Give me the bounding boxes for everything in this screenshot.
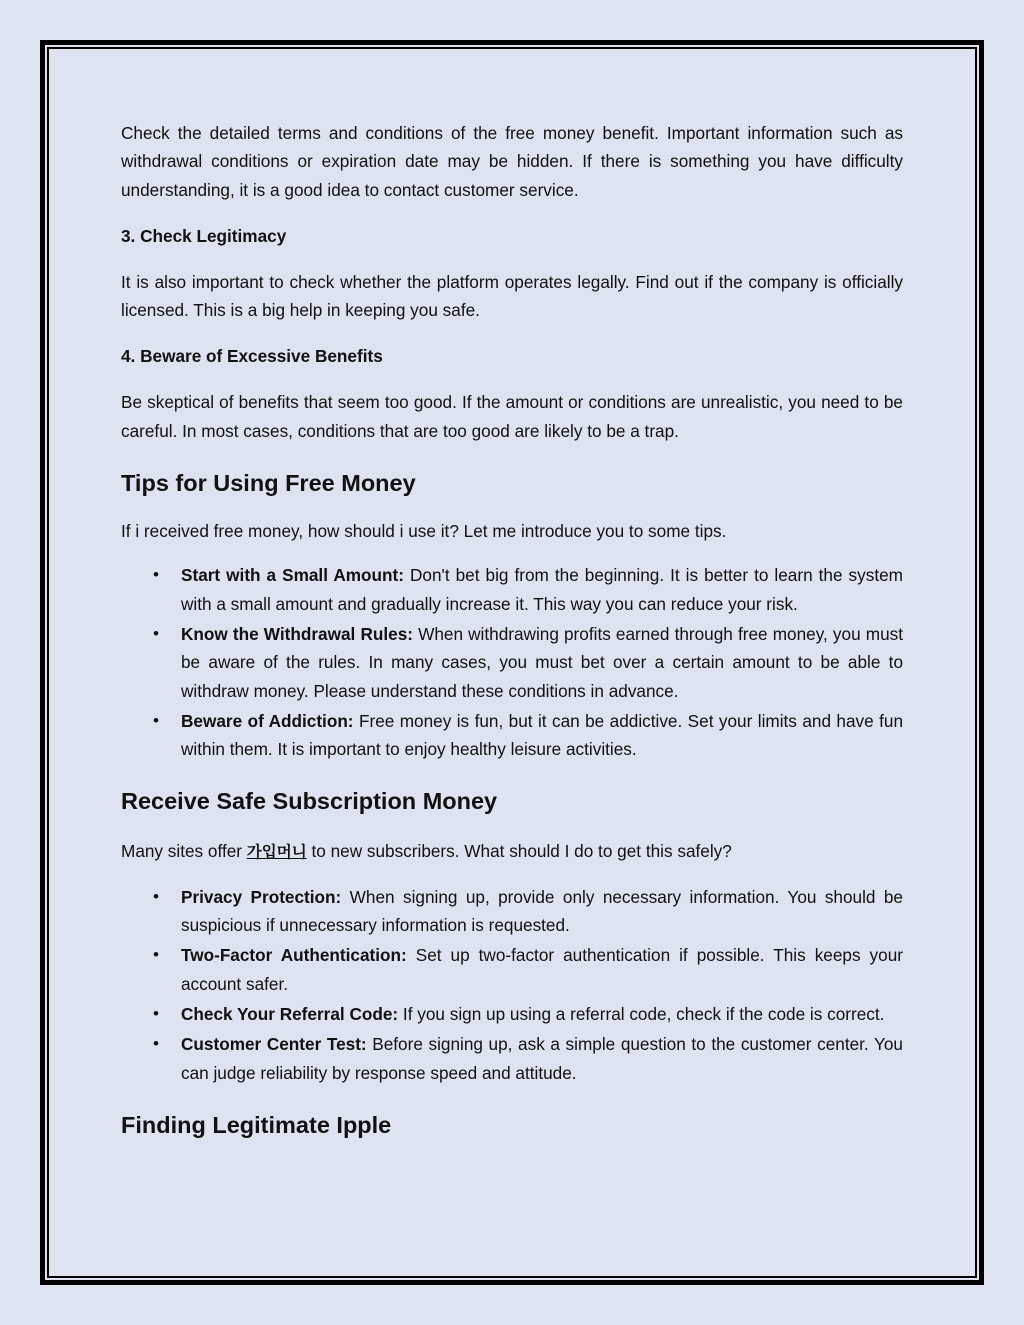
tip-term: Start with a Small Amount: xyxy=(181,565,404,586)
receive-list xyxy=(121,883,903,1087)
receive-term: Check Your Referral Code: xyxy=(181,1003,399,1024)
section4-heading: 4. Beware of Excessive Benefits xyxy=(121,346,383,367)
tip-text: Free money is fun, but it can be addictive. Set your limits and have fun within them. It is important to enjoy healthy leisure activities. xyxy=(181,710,904,760)
intro-paragraph: Check the detailed terms and conditions of the free money benefit. Important information such as withdrawal conditions or expiration date may be hidden. If there is something you have difficulty understanding, it is a good idea to contact customer service. xyxy=(121,123,903,200)
keyword-link[interactable]: 가입머니 xyxy=(246,843,307,862)
receive-term: Customer Center Test: xyxy=(181,1034,367,1055)
receive-term: Two-Factor Authentication: xyxy=(181,945,407,966)
bullet-icon: • xyxy=(153,565,159,585)
list-item xyxy=(153,1030,903,1087)
tips-heading: Tips for Using Free Money xyxy=(121,470,416,497)
bullet-icon: • xyxy=(153,1003,159,1023)
receive-intro-after: to new subscribers. What should I do to get this safely? xyxy=(306,841,732,862)
tip-text: Don't bet big from the beginning. It is better to learn the system with a small amount and gradually increase it. This way you can reduce your risk. xyxy=(181,565,903,614)
bullet-icon: • xyxy=(153,1034,159,1054)
tips-list xyxy=(121,561,903,763)
tip-text: When withdrawing profits earned through free money, you must be aware of the rules. In many cases, you must bet over a certain amount to be able to withdraw money. Please understand these conditions in advance. xyxy=(181,623,904,701)
receive-text: When signing up, provide only necessary information. You should be suspicious if unnecessary information is requested. xyxy=(181,886,903,936)
document-body xyxy=(121,119,903,1141)
bullet-icon: • xyxy=(153,710,159,730)
section3-heading: 3. Check Legitimacy xyxy=(121,225,287,246)
receive-term: Privacy Protection: xyxy=(181,886,342,907)
bullet-icon: • xyxy=(153,623,159,643)
finding-heading: Finding Legitimate Ipple xyxy=(121,1111,392,1138)
list-item xyxy=(153,1000,903,1028)
bullet-icon: • xyxy=(153,945,159,965)
receive-text: Set up two-factor authentication if possible. This keeps your account safer. xyxy=(181,945,903,994)
receive-text: If you sign up using a referral code, check if the code is correct. xyxy=(398,1003,885,1024)
section3-text: It is also important to check whether the platform operates legally. Find out if the company is officially licensed. This is a big help in keeping you safe. xyxy=(121,271,903,321)
receive-text: Before signing up, ask a simple question to the customer center. You can judge reliability by response speed and attitude. xyxy=(181,1034,903,1083)
tips-intro: If i received free money, how should i use it? Let me introduce you to some tips. xyxy=(121,521,727,542)
list-item xyxy=(153,883,903,940)
list-item xyxy=(153,941,903,998)
list-item xyxy=(153,561,903,618)
receive-heading: Receive Safe Subscription Money xyxy=(121,788,498,815)
section4-text: Be skeptical of benefits that seem too good. If the amount or conditions are unrealistic, you need to be careful. In most cases, conditions that are too good are likely to be a trap. xyxy=(121,392,903,441)
list-item xyxy=(153,707,904,764)
list-item xyxy=(153,620,904,705)
tip-term: Know the Withdrawal Rules: xyxy=(181,623,413,644)
receive-intro-before: Many sites offer xyxy=(121,841,247,862)
bullet-icon: • xyxy=(153,886,159,906)
receive-intro xyxy=(121,837,903,866)
tip-term: Beware of Addiction: xyxy=(181,710,354,731)
